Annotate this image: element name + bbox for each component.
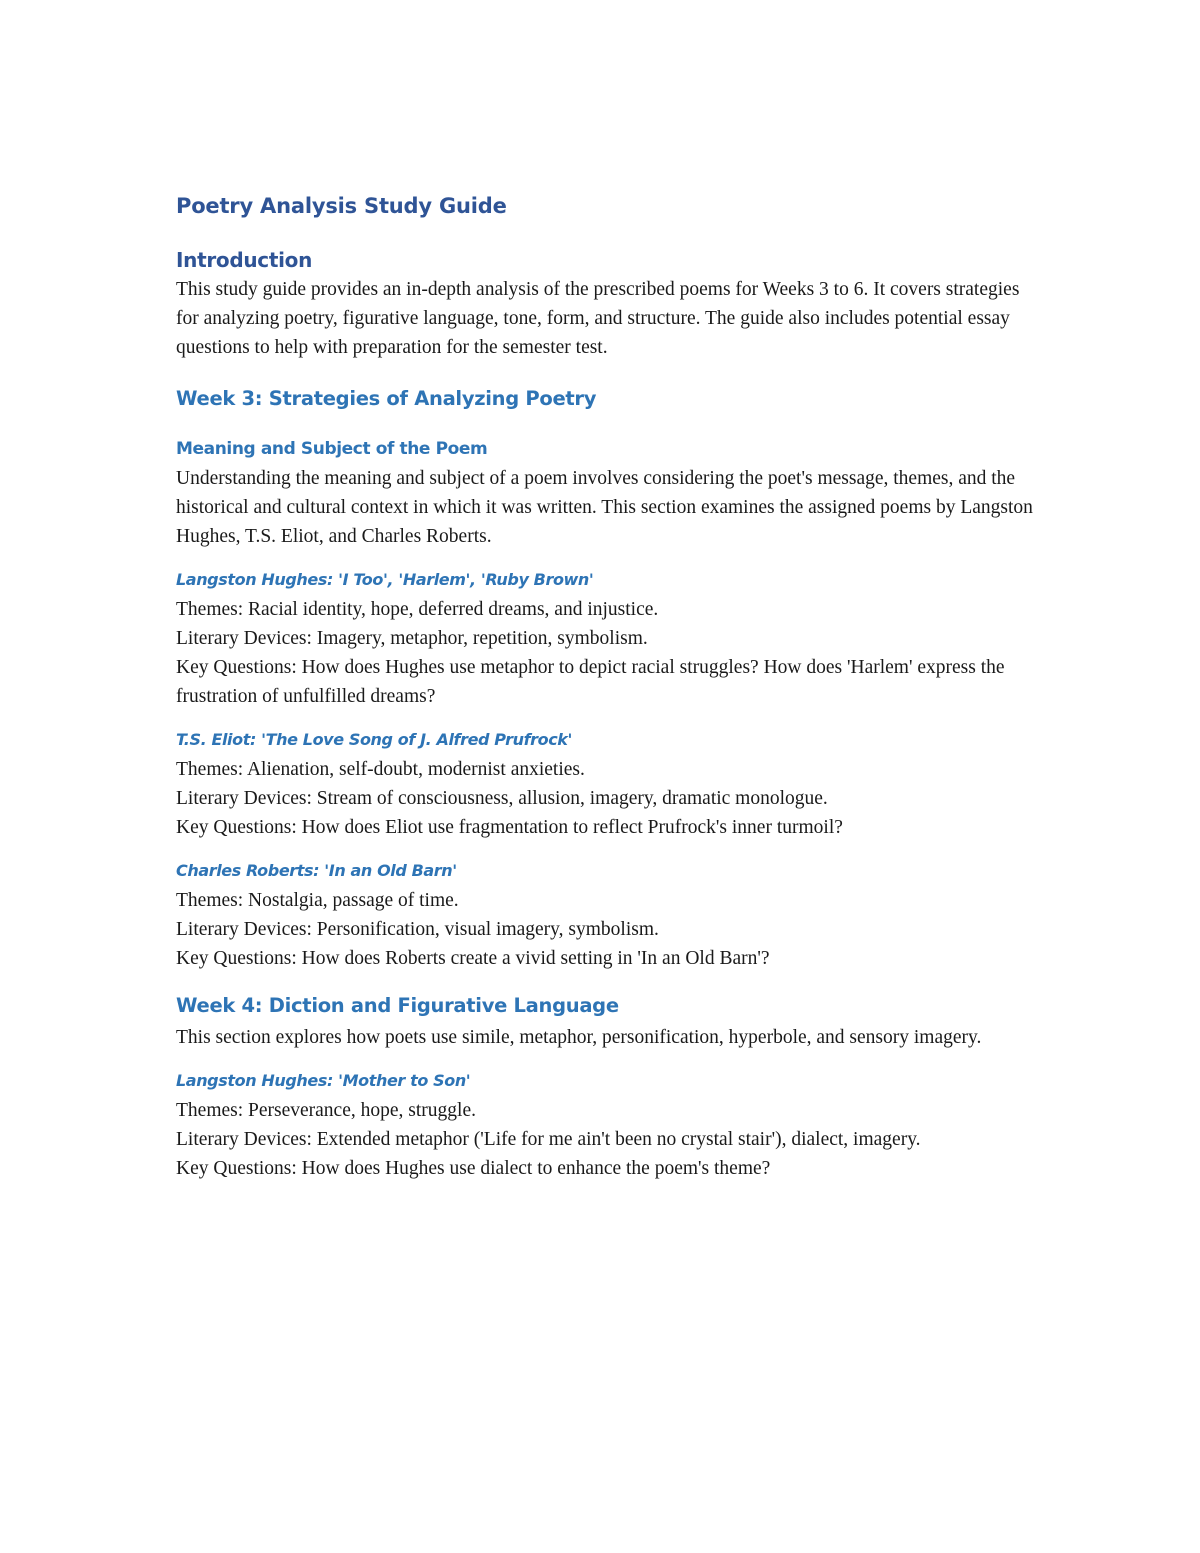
document-page [176,190,1036,1183]
week3-heading: Week 3: Strategies of Analyzing Poetry [176,387,597,410]
week3-hughes-questions: Key Questions: How does Hughes use metaphor to depict racial struggles? How does 'Harlem' express the frustration of unfulfilled dreams? [176,657,1005,707]
week3-hughes-devices: Literary Devices: Imagery, metaphor, repetition, symbolism. [176,628,648,649]
week4-hughes-devices: Literary Devices: Extended metaphor ('Life for me ain't been no crystal stair'), dialect, imagery. [176,1129,921,1150]
week4-hughes-themes: Themes: Perseverance, hope, struggle. [176,1100,476,1121]
week3-hughes-themes: Themes: Racial identity, hope, deferred dreams, and injustice. [176,599,659,620]
week3-eliot-themes: Themes: Alienation, self-doubt, modernist anxieties. [176,759,585,780]
week3-eliot-heading: T.S. Eliot: 'The Love Song of J. Alfred Prufrock' [176,730,573,749]
week4-heading: Week 4: Diction and Figurative Language [176,994,619,1017]
week3-hughes-heading: Langston Hughes: 'I Too', 'Harlem', 'Ruby Brown' [176,570,594,589]
week3-roberts-questions: Key Questions: How does Roberts create a vivid setting in 'In an Old Barn'? [176,948,770,969]
week3-roberts-themes: Themes: Nostalgia, passage of time. [176,890,459,911]
week3-subheading: Meaning and Subject of the Poem [176,439,488,459]
week3-roberts-heading: Charles Roberts: 'In an Old Barn' [176,861,457,880]
document-title: Poetry Analysis Study Guide [176,194,507,218]
introduction-heading: Introduction [176,248,313,272]
week3-eliot-questions: Key Questions: How does Eliot use fragmentation to reflect Prufrock's inner turmoil? [176,817,843,838]
week3-body: Understanding the meaning and subject of a poem involves considering the poet's message, themes, and the historical and cultural context in which it was written. This section examines the assigned poems by Langston Hughes, T.S. Eliot, and Charles Roberts. [176,468,1033,547]
week3-eliot-devices: Literary Devices: Stream of consciousness, allusion, imagery, dramatic monologue. [176,788,828,809]
week4-body: This section explores how poets use simile, metaphor, personification, hyperbole, and sensory imagery. [176,1027,982,1048]
week4-hughes-questions: Key Questions: How does Hughes use dialect to enhance the poem's theme? [176,1158,771,1179]
week3-roberts-devices: Literary Devices: Personification, visual imagery, symbolism. [176,919,659,940]
week4-hughes-heading: Langston Hughes: 'Mother to Son' [176,1071,471,1090]
introduction-body: This study guide provides an in-depth analysis of the prescribed poems for Weeks 3 to 6. It covers strategies for analyzing poetry, figurative language, tone, form, and structure. The guide also includes potential essay questions to help with preparation for the semester test. [176,279,1020,358]
